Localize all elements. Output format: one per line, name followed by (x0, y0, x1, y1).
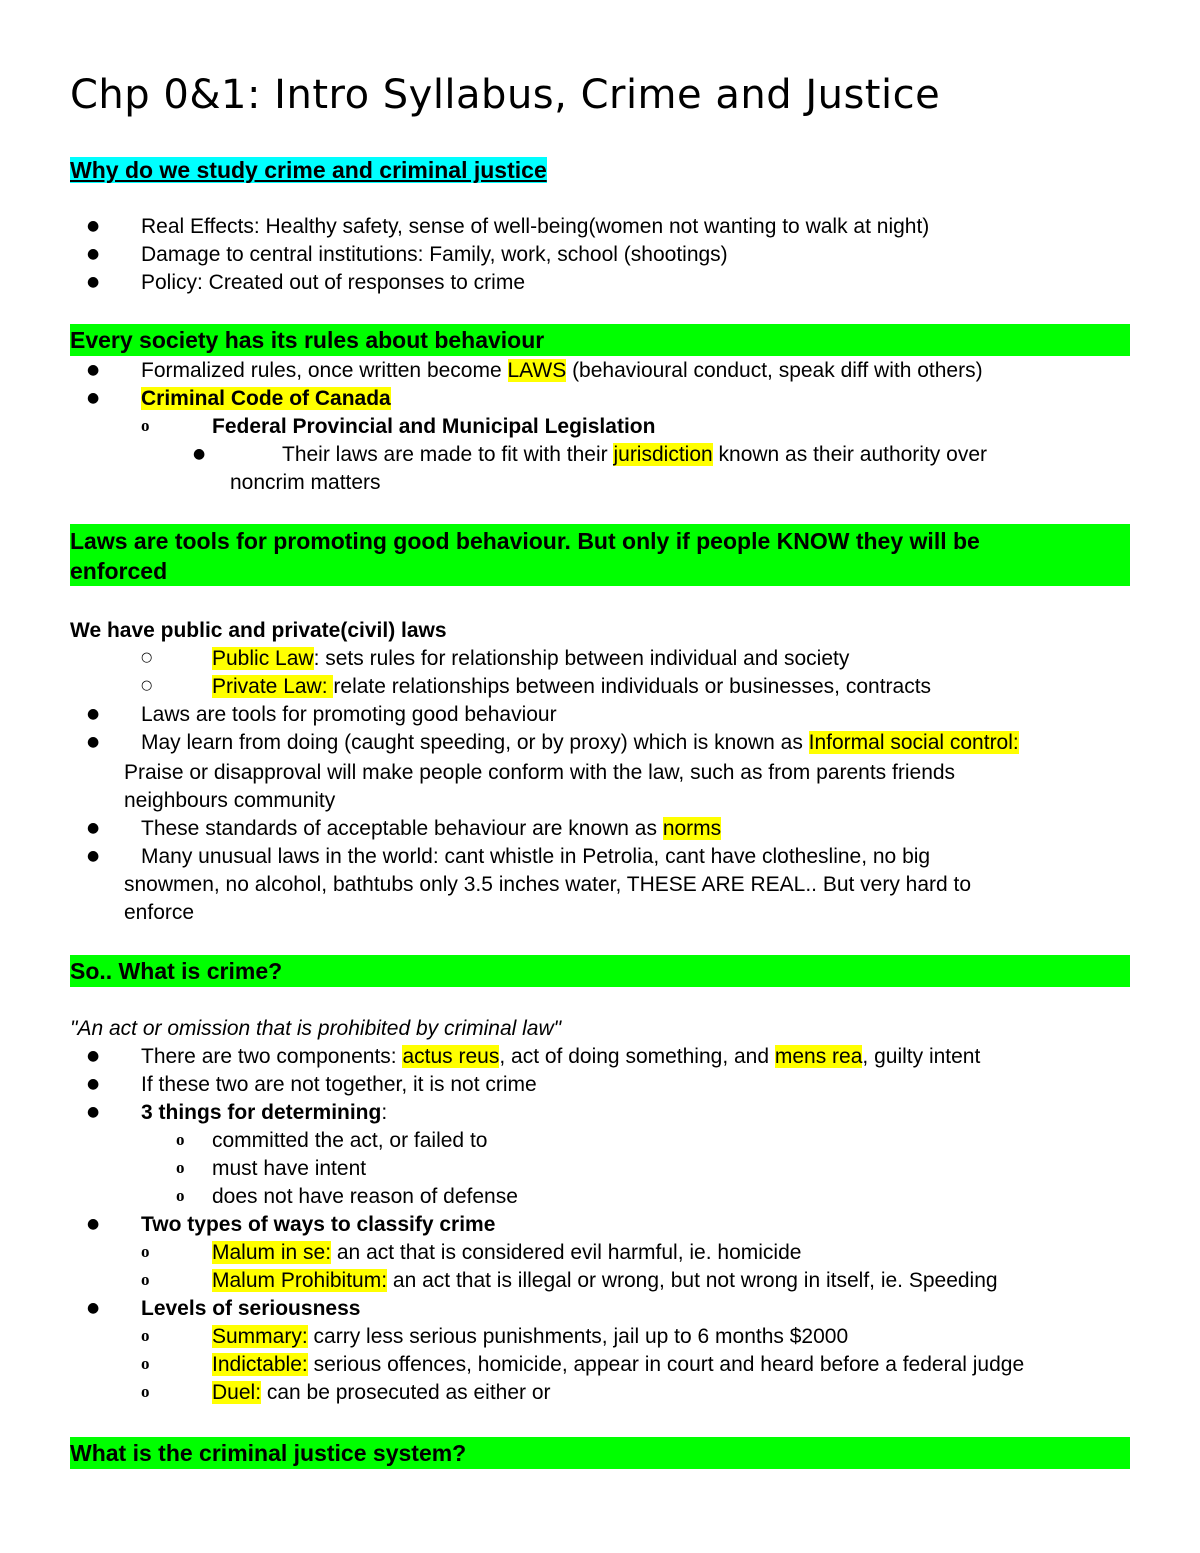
list-item: Indictable: serious offences, homicide, appear in court and heard before a federal judge (212, 1353, 1025, 1376)
section-heading-what-is-crime: So.. What is crime? (70, 958, 283, 984)
bullet-icon: ● (87, 274, 100, 290)
list-item: There are two components: actus reus, act of doing something, and mens rea, guilty intent (141, 1045, 981, 1068)
list-item-continuation: noncrim matters (230, 471, 381, 494)
section-heading-why-study: Why do we study crime and criminal justice (70, 157, 547, 183)
list-item: Public Law: sets rules for relationship between individual and society (212, 647, 850, 670)
section-heading-cj-system: What is the criminal justice system? (70, 1440, 467, 1466)
list-item: Their laws are made to fit with their jurisdiction known as their authority over (282, 443, 987, 466)
sub-bullet-icon: o (176, 1186, 185, 1205)
bullet-icon: ● (87, 1104, 100, 1120)
list-item: These standards of acceptable behaviour are known as norms (141, 817, 722, 840)
list-item: Malum in se: an act that is considered evil harmful, ie. homicide (212, 1241, 802, 1264)
sub-bullet-icon: o (176, 1158, 185, 1177)
bullet-icon: ● (87, 362, 100, 378)
bullet-icon: ● (193, 446, 206, 462)
bullet-icon: ● (87, 848, 100, 864)
list-item: If these two are not together, it is not crime (141, 1073, 537, 1096)
circle-bullet-icon: ○ (141, 650, 153, 665)
bullet-icon: ● (87, 1048, 100, 1064)
definition-quote: "An act or omission that is prohibited by criminal law" (70, 1017, 562, 1040)
sub-bullet-icon: o (141, 1382, 150, 1401)
sub-bullet-icon: o (141, 1326, 150, 1345)
list-item: Private Law: relate relationships between individuals or businesses, contracts (212, 675, 932, 698)
list-item: Federal Provincial and Municipal Legislation (212, 415, 656, 438)
list-item: must have intent (212, 1157, 367, 1180)
list-item: Damage to central institutions: Family, work, school (shootings) (141, 243, 728, 266)
list-item: Laws are tools for promoting good behaviour (141, 703, 557, 726)
section-heading-society-rules: Every society has its rules about behaviour (70, 327, 545, 353)
list-item: Criminal Code of Canada (141, 387, 391, 410)
list-item: Real Effects: Healthy safety, sense of well-being(women not wanting to walk at night) (141, 215, 930, 238)
section-heading-laws-tools-cont: enforced (70, 558, 168, 584)
list-item: Many unusual laws in the world: cant whistle in Petrolia, cant have clothesline, no big (141, 845, 931, 868)
section-heading-laws-tools: Laws are tools for promoting good behaviour. But only if people KNOW they will be (70, 528, 980, 554)
list-item: Formalized rules, once written become LAWS (behavioural conduct, speak diff with others) (141, 359, 983, 382)
bullet-icon: ● (87, 820, 100, 836)
list-item-continuation: Praise or disapproval will make people conform with the law, such as from parents friends (124, 761, 956, 784)
list-item: committed the act, or failed to (212, 1129, 488, 1152)
list-item: Levels of seriousness (141, 1297, 361, 1320)
bullet-icon: ● (87, 1076, 100, 1092)
list-item: Malum Prohibitum: an act that is illegal or wrong, but not wrong in itself, ie. Speeding (212, 1269, 998, 1292)
list-item: Duel: can be prosecuted as either or (212, 1381, 551, 1404)
list-item-continuation: neighbours community (124, 789, 336, 812)
bullet-icon: ● (87, 246, 100, 262)
paragraph-intro: We have public and private(civil) laws (70, 619, 447, 642)
list-item-continuation: snowmen, no alcohol, bathtubs only 3.5 inches water, THESE ARE REAL.. But very hard to (124, 873, 972, 896)
bullet-icon: ● (87, 1216, 100, 1232)
page-title: Chp 0&1: Intro Syllabus, Crime and Justice (70, 72, 941, 118)
sub-bullet-icon: o (141, 1270, 150, 1289)
list-item: Policy: Created out of responses to crime (141, 271, 526, 294)
bullet-icon: ● (87, 734, 100, 750)
sub-bullet-icon: o (141, 416, 150, 435)
sub-bullet-icon: o (141, 1354, 150, 1373)
list-item: May learn from doing (caught speeding, or by proxy) which is known as Informal social control: (141, 731, 1019, 754)
bullet-icon: ● (87, 218, 100, 234)
bullet-icon: ● (87, 390, 100, 406)
bullet-icon: ● (87, 1300, 100, 1316)
list-item-continuation: enforce (124, 901, 195, 924)
list-item: Summary: carry less serious punishments, jail up to 6 months $2000 (212, 1325, 849, 1348)
list-item: does not have reason of defense (212, 1185, 518, 1208)
list-item: 3 things for determining: (141, 1101, 388, 1124)
bullet-icon: ● (87, 706, 100, 722)
sub-bullet-icon: o (141, 1242, 150, 1261)
list-item: Two types of ways to classify crime (141, 1213, 496, 1236)
circle-bullet-icon: ○ (141, 678, 153, 693)
sub-bullet-icon: o (176, 1130, 185, 1149)
